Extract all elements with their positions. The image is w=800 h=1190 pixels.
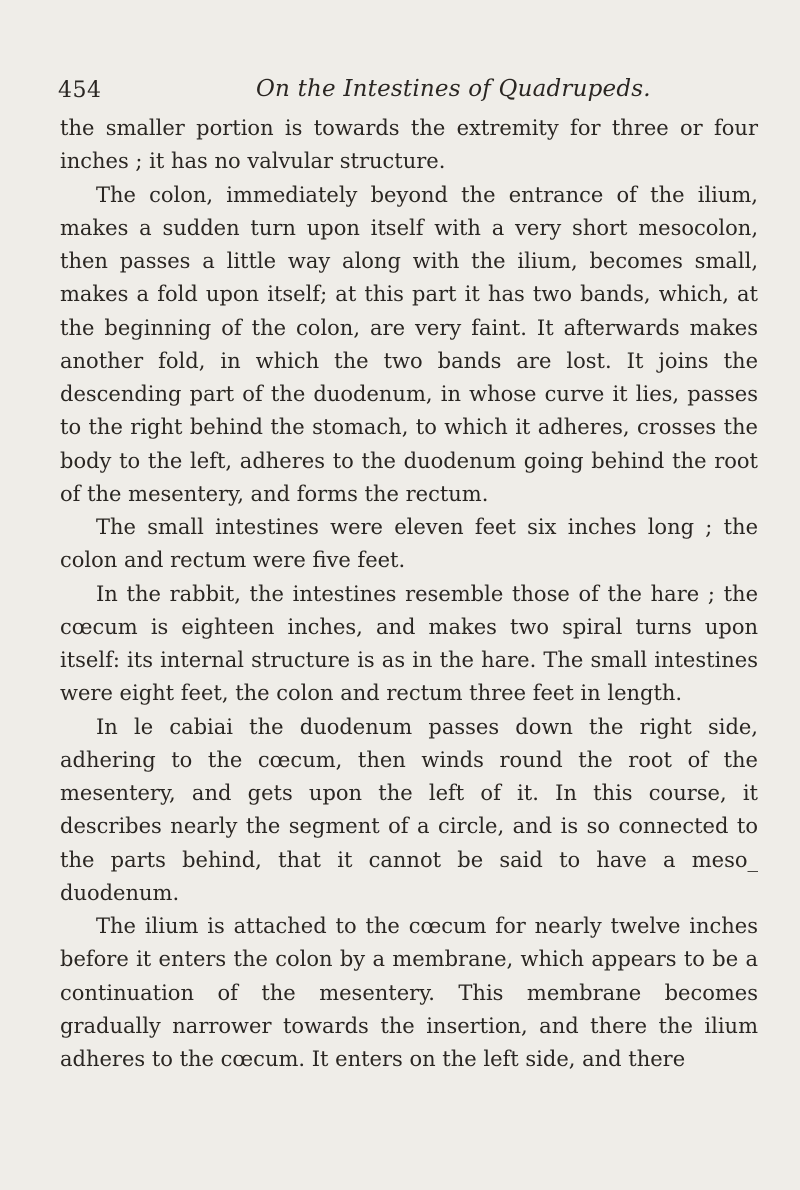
paragraph-small-intestines: The small intestines were eleven feet six inches long ; the colon and rectum were five feet. xyxy=(60,515,758,573)
paragraph-rabbit: In the rabbit, the intestines resemble those of the hare ; the cœcum is eighteen inches, and makes two spiral turns upon itself: its internal structure is as in the hare. The small intestines were eight feet, the colon and rectum three feet in length. xyxy=(60,581,758,706)
running-title: On the Intestines of Quadrupeds. xyxy=(256,76,651,102)
paragraph-continued: the smaller portion is towards the extremity for three or four inches ; it has no valvular structure. xyxy=(60,116,758,174)
body-text xyxy=(60,112,758,1076)
paragraph-cabiai: In le cabiai the duodenum passes down the right side, adhering to the cœcum, then winds round the root of the mesentery, and gets upon the left of it. In this course, it describes nearly the segment of a circle, and is so connected to the parts behind, that it cannot be said to have a meso_ duodenum. xyxy=(60,714,758,905)
running-head xyxy=(58,76,758,106)
paragraph-colon: The colon, immediately beyond the entrance of the ilium, makes a sudden turn upon itself with a very short mesocolon, then passes a little way along with the ilium, becomes small, makes a fold upon itself; at this part it has two bands, which, at the beginning of the colon, are very faint. It afterwards makes another fold, in which the two bands are lost. It joins the descending part of the duodenum, in whose curve it lies, passes to the right behind the stomach, to which it adheres, crosses the body to the left, adheres to the duodenum going behind the root of the mesentery, and forms the rectum. xyxy=(60,182,758,506)
paragraph-ilium: The ilium is attached to the cœcum for nearly twelve inches before it enters the colon by a membrane, which appears to be a continuation of the mesentery. This membrane becomes gradually narrower towards the insertion, and there the ilium adheres to the cœcum. It enters on the left side, and there xyxy=(60,914,758,1071)
page-number: 454 xyxy=(58,78,102,103)
